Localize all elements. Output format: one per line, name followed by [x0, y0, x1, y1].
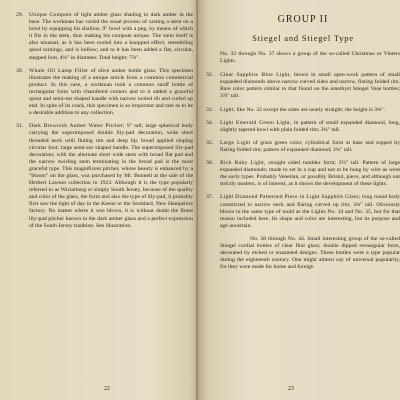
group-heading: GROUP II: [277, 14, 329, 25]
entry-title: Light;: [220, 106, 236, 113]
catalog-entry-37: [206, 194, 400, 229]
entry-text: of light amber glass shading to dark amber in the base. The workman has varied the usual process of casting a stem on a bowl by equipping his shallow, 9" bowl with a peg, by means of which it fits in the stem, thus making his compote unique. The stem itself is also unusual, as it has been tooled into a knopped effect, resembling spool turnings, and is hollow; and to it has been added a flat, circular, stepped foot, 4¾" in diameter. Total height: 7⅞".: [29, 12, 193, 61]
catalog-entry-31: [16, 123, 193, 229]
entry-number: 36.: [206, 160, 214, 167]
entry-title: Light Emerald Green Light,: [220, 119, 292, 126]
entry-body: [220, 120, 400, 134]
entry-body: [220, 140, 400, 154]
entry-body: [220, 160, 400, 188]
entry-number: 35.: [206, 139, 214, 146]
entry-body: [29, 12, 193, 62]
entry-text: of olive amber bottle glass. This specimen illustrates the making of a unique article from a common commercial product. In this case, a workman took a common snuff bottle of rectangular form with chamfered corners and to it added a graceful spout and semi-ear shaped handle with narrow tooled rib and curled up end. In spite of its crack, this specimen is so important and rare as to be a desirable addition to any collection.: [29, 67, 193, 117]
entry-body: [29, 68, 193, 118]
entry-number: 37.: [206, 194, 214, 201]
group-note: No. 38 through No. 44. Small interesting group of the so-called Stiegel cordial bottles of clear flint glass; double dipped rectangular form, decorated by etched or enameled designs. These bottles were a type popular during the eighteenth century. One might almost say of universal popularity, for they were made for home and foreign: [220, 235, 400, 271]
entry-body: [29, 123, 193, 229]
entry-title: Dark Brownish Amber Water Pitcher;: [29, 123, 125, 130]
entry-number: 32.: [206, 72, 214, 79]
catalog-entry-29: [16, 12, 193, 62]
entry-number: 31.: [16, 123, 24, 130]
entry-text: blown in small open-work pattern of small expanded diamonds above narrow curved sides and narrow, flaring folded rim. Rare color pattern similar to that found on the amethyst Stiegel Vase bottles; 3⅞" tall.: [220, 72, 400, 100]
entry-title: Rich Ruby Light,: [220, 160, 266, 167]
entry-body: [220, 72, 400, 100]
entry-text: 9" tall; large spherical body carrying the superimposed double lily-pad decoration, wide short threaded neck with fluting rim and deep lip; broad applied sloping circular foot; large semi-ear shaped handle. The superimposed lily-pad decoration; with the alternate short wide stem with broad flat pad and the narrow swirling stem terminating in the broad pad is the most graceful type. This magnificent pitcher, whose beauty is enhanced by a "bloom" on the glass, was purchased by Mr. Bunnell at the sale of the Herbert Lawton collection in 1923. Although it is the type popularly referred to as Wistarburg or simply South Jersey, because of the quality and color of the glass, the form and also the type of lily-pad, it probably first saw the light of day in the Keene or the Stoddard, New Hampshire factory. No matter where it was blown, it is without doubt the finest lily-pad pitcher known in the dark amber glass and a perfect expression of the South Jersey tradition. See illustration.: [29, 123, 193, 229]
entry-text: like No. 32 except the sides are nearly straight; the height is 3¾".: [235, 106, 385, 113]
entry-title: Clear Sapphire Blue Light,: [220, 72, 292, 79]
entry-text: of grass green color, cylindrical form at base and topped by flaring folded rim; pattern of expanded diamond; 3¾" tall.: [220, 139, 400, 153]
entry-text: long round body constricted to narrow neck and flaring curved up rim; 3¾" tall. Obviously blown in the same type of mold as the Lights No. 34 and No. 35, but for that reason included here. Its shape and color are interesting, but its purpose and age uncertain.: [220, 194, 400, 229]
catalog-entry-36: [206, 160, 400, 188]
entry-title: Light Diamond Patterned Piece in Light Sapphire Glass;: [220, 194, 361, 201]
group-intro: No. 32 through No. 37 shows a group of the so-called Christmas or Vinters Lights.: [220, 51, 400, 65]
entry-text: straight sided tumbler form; 2½" tall. Pattern of large expanded diamonds; made to set in a cup and not to be hung by wire as were the early types. Probably Venetian, or possibly Bristol, piece, and although not strictly modern, is of interest, as it shows the development of these lights.: [220, 160, 400, 188]
entry-number: 30.: [16, 67, 24, 74]
entry-text: in pattern of small expanded diamond, long, slightly tapered bowl with plain folded rim; 3¾" tall.: [220, 119, 400, 133]
page-number: 22: [104, 386, 110, 392]
page-number: 23: [288, 386, 294, 392]
entry-number: 29.: [16, 12, 24, 18]
catalog-entry-33: [206, 107, 400, 114]
left-page: [0, 0, 198, 400]
catalog-entry-34: [206, 120, 400, 134]
entry-body: [220, 194, 400, 229]
entry-title: Whale Oil Lamp Filler: [29, 67, 89, 74]
catalog-entry-32: [206, 72, 400, 100]
right-page: [198, 0, 400, 400]
entry-body: [220, 107, 400, 114]
entry-title: Large Light: [220, 139, 251, 146]
entry-number: 33.: [206, 106, 214, 113]
entry-title: Unique Compote: [29, 12, 72, 18]
group-subheading: Stiegel and Stiegel Type: [252, 33, 354, 43]
entry-number: 34.: [206, 119, 214, 126]
catalog-entry-35: [206, 140, 400, 154]
catalog-entry-30: [16, 68, 193, 118]
